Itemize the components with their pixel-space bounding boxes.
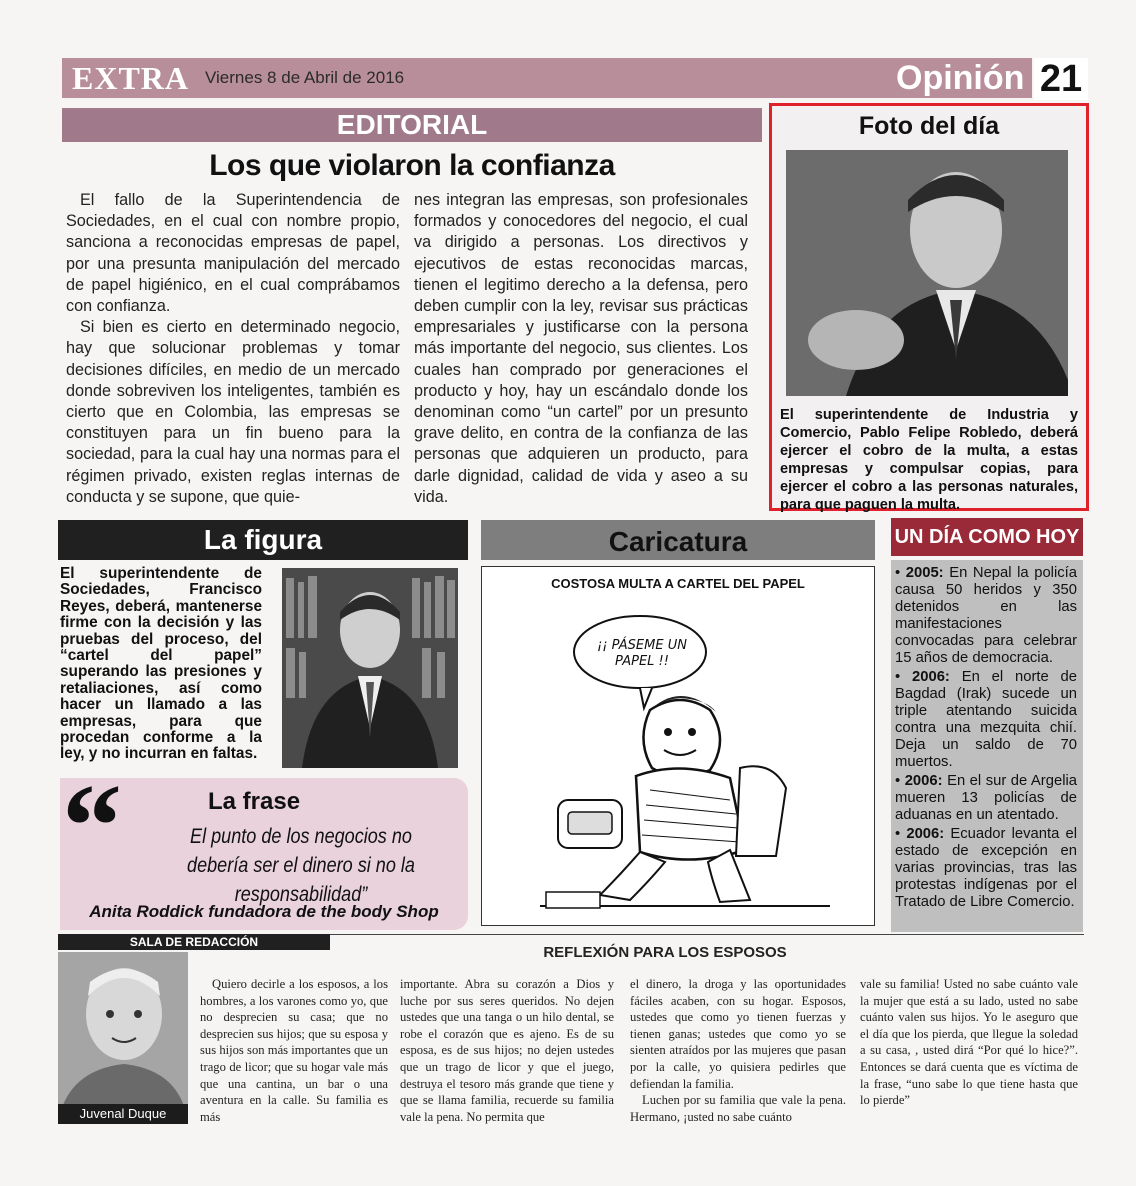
event-year: 2006: (904, 773, 943, 789)
list-item (895, 565, 1077, 667)
reflexion-column-1 (200, 976, 388, 1125)
foto-del-dia-title: Foto del día (858, 112, 1000, 140)
editorial-column-2 (414, 190, 748, 508)
speech-bubble-text: ¡¡ PÁSEME UN PAPEL !! (597, 638, 687, 669)
la-frase-author: Anita Roddick fundadora de the body Shop (89, 902, 439, 921)
editorial-label: EDITORIAL (336, 109, 488, 140)
la-frase-quote: El punto de los negocios no debería ser el dinero si no la responsabilidad” (187, 825, 415, 906)
reflexion-paragraph: vale su familia! Usted no sabe cuánto vale la mujer que está a su lado, usted no sabe cuánto valen sus hijos. Yo le aseguro que el día que los pierda, que llegue la soledad a su casa, , usted dirá “Por qué lo hice?”. Entonces se dará cuenta que es víctima de la frase, “uno sabe lo que tiene hasta que lo pierde” (860, 977, 1078, 1108)
newspaper-logo: EXTRA (72, 60, 190, 96)
reflexion-column-3 (630, 976, 846, 1125)
editorial-paragraph: nes integran las empresas, son profesionales formados y conocedores del negocio, el cual va dirigido a personas. Los directivos y ejecutivos de estas reconocidas marcas, tienen el legitimo derecho a la defensa, pero deben cumplir con la ley, revisar sus prácticas empresariales y justificarse con la persona más importante del negocio, sus clientes. Los cuales han comprado por generaciones el producto y hoy, hay un escándalo donde los denominan como “un cartel” por un presunto grave delito, en contra de la confianza de las personas que adquieren un producto, para darle dignidad, calidad de vida y aseo a su vida. (414, 191, 748, 506)
reflexion-paragraph: Quiero decirle a los esposos, a los hombres, a los varones como yo, que no desprecien su casa; que no desprecien sus hijos; que su esposa y sus hijos son más importantes que un trago de licor; que su hogar vale más que una cantina, un bar o una aventura en la calle. Su familia es más (200, 977, 388, 1124)
quote-mark-icon: “ (62, 759, 122, 892)
page-number: 21 (1034, 58, 1088, 100)
list-item (895, 669, 1077, 771)
bullet-icon: • (895, 773, 905, 789)
reflexion-column-4 (860, 976, 1078, 1109)
un-dia-como-hoy-title: UN DÍA COMO HOY (894, 526, 1080, 548)
un-dia-como-hoy-list (895, 565, 1077, 913)
reflexion-column-2 (400, 976, 614, 1125)
list-item (895, 826, 1077, 911)
juvenal-duque-photo (58, 952, 188, 1122)
bullet-icon: • (895, 565, 906, 581)
event-text: Ecuador levanta el estado de excepción en varias provincias, tras las protestas indígenas por el Tratado de Libre Comercio. (895, 826, 1077, 910)
author-name: Juvenal Duque (58, 1104, 188, 1124)
reflexion-paragraph: Luchen por su familia que vale la pena. Hermano, ¡usted no sabe cuánto (630, 1093, 846, 1124)
editorial-column-1 (66, 190, 400, 508)
section-name: Opinión (896, 59, 1025, 97)
issue-date: Viernes 8 de Abril de 2016 (205, 68, 405, 87)
cartoon-caption: COSTOSA MULTA A CARTEL DEL PAPEL (551, 576, 805, 591)
editorial-title: Los que violaron la confianza (209, 149, 615, 182)
caricatura-title: Caricatura (608, 526, 748, 557)
bullet-icon: • (895, 669, 913, 685)
la-frase-title: La frase (208, 788, 301, 815)
la-figura-title: La figura (203, 524, 323, 555)
sala-de-redaccion-label: SALA DE REDACCIÓN (129, 935, 259, 949)
foto-del-dia-caption: El superintendente de Industria y Comercio, Pablo Felipe Robledo, deberá ejercer el cobro de la multa, a estas empresas y compulsar copias, para ejercer el cobro a las personas naturales, para que paguen la multa. (780, 407, 1078, 513)
reflexion-paragraph: importante. Abra su corazón a Dios y luche por sus seres queridos. No dejen ustedes que una tanga o un hilo dental, se robe el corazón que es ajeno. Es de su esposa, es de sus hijos; no dejen ustedes que un trago de licor y que el juego, destruya el tesoro más grande que tiene y que se llama familia, recuerde su familia vale la pena. No permita que (400, 977, 614, 1124)
event-text: En el norte de Bagdad (Irak) sucede un triple atentando suicida contra una mezquita chií. Deja un saldo de 70 muertos. (895, 669, 1077, 770)
event-year: 2006: (906, 826, 945, 842)
bullet-icon: • (895, 826, 907, 842)
editorial-paragraph: El fallo de la Superintendencia de Sociedades, en el cual con nombre propio, sanciona a reconocidas empresas de papel, por una presunta manipulación del mercado de papel higiénico, en el cual comprábamos con confianza. (66, 191, 400, 316)
event-year: 2006: (912, 669, 950, 685)
reflexion-title: REFLEXIÓN PARA LOS ESPOSOS (543, 944, 787, 961)
event-text: En el sur de Argelia mueren 13 policías de aduanas en un atentado. (895, 773, 1077, 823)
la-figura-text: El superintendente de Sociedades, Francisco Reyes, deberá, mantenerse firme con la decisión y las pruebas del proceso, del “cartel del papel” superando las presiones y retaliaciones, así como hacer un llamado a las empresas, para que procedan conforme a la ley, y no incurran en faltas. (60, 565, 262, 763)
superintendent-photo (786, 150, 1068, 396)
editorial-paragraph: Si bien es cierto en determinado negocio, hay que solucionar problemas y tomar decisiones difíciles, en medio de un mercado donde sobreviven los inteligentes, también es cierto que en Colombia, las empresas se constituyen para un fin bueno para la sociedad, para la cual hay una normas para el régimen privado, existen reglas internas de conducta y se supone, que quie- (66, 318, 400, 506)
event-text: En Nepal la policía causa 50 heridos y 350 detenidos en las manifestaciones convocadas para celebrar 15 años de democracia. (895, 565, 1077, 666)
list-item (895, 773, 1077, 824)
event-year: 2005: (905, 565, 944, 581)
reflexion-paragraph: el dinero, la droga y las oportunidades fáciles acaben, con su hogar. Esposos, ustedes que como yo tienen fuerzas y tienen ganas; ustedes que como yo se sienten atraídos por las mujeres que pasan por la calle, yo quisiera pedirles que defiendan la familia. (630, 977, 846, 1091)
francisco-reyes-photo (282, 568, 458, 768)
